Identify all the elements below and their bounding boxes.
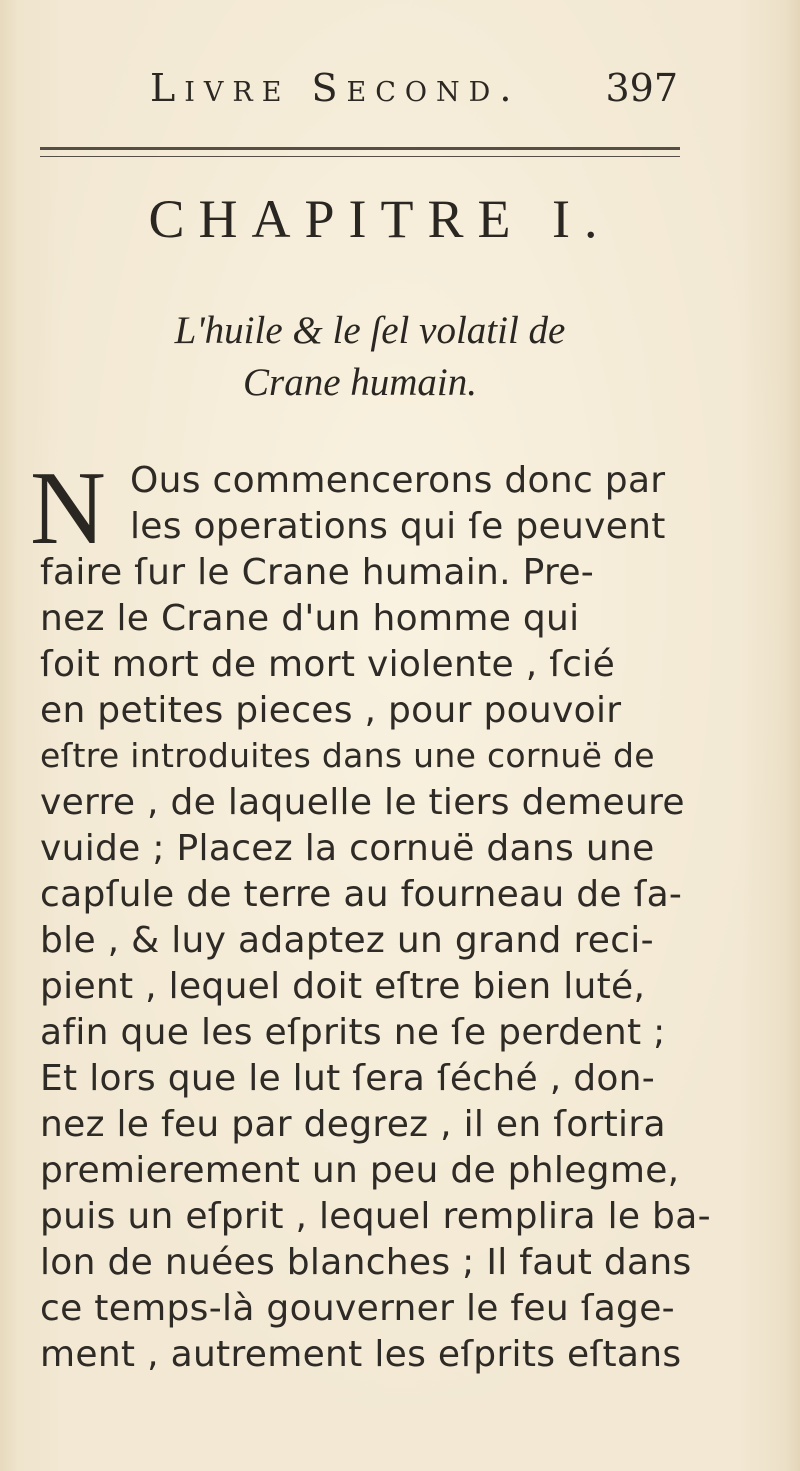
body-line: ment , autrement les eſprits eſtans (40, 1334, 682, 1375)
body-line: premierement un peu de phlegme, (40, 1150, 680, 1191)
page-number: 397 (605, 66, 678, 110)
chapter-heading: CHAPITRE I. (148, 189, 612, 249)
body-line: les operations qui ſe peuvent (130, 506, 666, 547)
chapter-subtitle-line-1: L'huile & le ſel volatil de (174, 309, 566, 352)
body-line: nez le Crane d'un homme qui (40, 598, 580, 639)
body-line: vuide ; Placez la cornuë dans une (40, 828, 655, 869)
body-line: capſule de terre au fourneau de ſa- (40, 874, 683, 915)
body-line: ſoit mort de mort violente , ſcié (40, 644, 616, 685)
header-rule (40, 147, 680, 157)
body-line: en petites pieces , pour pouvoir (40, 690, 622, 731)
body-line: lon de nuées blanches ; Il faut dans (40, 1242, 692, 1283)
drop-cap: N (30, 449, 106, 566)
body-line: faire ſur le Crane humain. Pre- (40, 552, 595, 593)
body-line: ble , & luy adaptez un grand reci- (40, 920, 654, 961)
body-line: Ous commencerons donc par (130, 460, 666, 501)
running-head (150, 66, 690, 116)
body-line: Et lors que le lut ſera ſéché , don- (40, 1058, 656, 1099)
body-line: verre , de laquelle le tiers demeure (40, 782, 685, 823)
running-title: Livre Second. (150, 66, 521, 110)
body-line: eſtre introduites dans une cornuë de (40, 736, 655, 775)
body-line: nez le feu par degrez , il en ſortira (40, 1104, 666, 1145)
body-line: puis un eſprit , lequel remplira le ba- (40, 1196, 711, 1237)
body-line: pient , lequel doit eſtre bien luté, (40, 966, 646, 1007)
body-line: afin que les eſprits ne ſe perdent ; (40, 1012, 666, 1053)
body-line: ce temps-là gouverner le feu ſage- (40, 1288, 675, 1329)
chapter-subtitle-line-2: Crane humain. (243, 361, 477, 404)
